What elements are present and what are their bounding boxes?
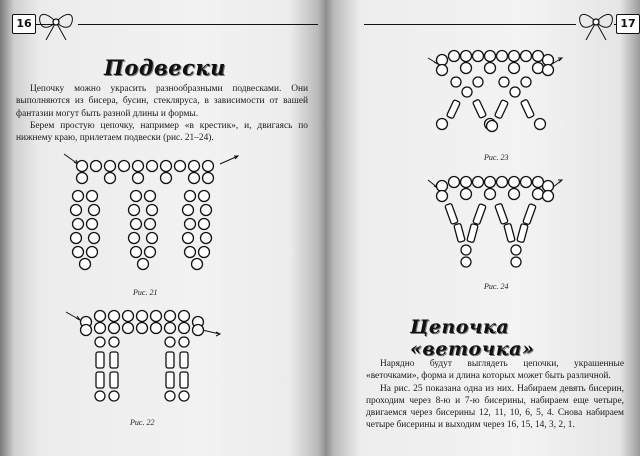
header-rule [78, 24, 318, 25]
page-number: 17 [616, 14, 640, 34]
figure-caption: Рис. 24 [484, 282, 509, 291]
bow-ornament-icon [36, 8, 76, 44]
bow-ornament-icon [576, 8, 616, 44]
figure-21-diagram [60, 152, 250, 287]
figure-caption: Рис. 23 [484, 153, 509, 162]
body-text [16, 83, 308, 144]
section-title: Цепочка «веточка» [410, 316, 535, 360]
body-text [366, 358, 624, 432]
paragraph: Берем простую цепочку, например «в крестик», и, двигаясь по нижнему краю, прилетаем подвески (рис. 21–24). [16, 120, 308, 144]
paragraph: На рис. 25 показана одна из них. Набираем девять бисерин, проходим через 8-ю и 7-ю бисерины, набираем еще четыре, двигаемся через бисерины 12, 11, 10, 6, 5, 4. Снова набираем четыре бисерины и выходим через 16, 15, 14, 3, 2, 1. [366, 383, 624, 431]
paragraph: Цепочку можно украсить разнообразными подвесками. Они выполняются из бисера, бусин, стекляруса, в зависимости от вашей фантазии могут быть разной длины и формы. [16, 84, 308, 119]
right-page [326, 0, 640, 456]
page-number: 16 [12, 14, 36, 34]
header-rule [364, 24, 576, 25]
figure-caption: Рис. 21 [133, 288, 158, 297]
figure-24-diagram [426, 176, 566, 280]
figure-caption: Рис. 22 [130, 418, 155, 427]
paragraph: Нарядно будут выглядеть цепочки, украшенные «веточками», форма и длина которых может быть различной. [366, 359, 624, 382]
section-title: Подвески [104, 55, 226, 80]
figure-22-diagram [64, 304, 234, 414]
figure-23-diagram [426, 50, 566, 140]
